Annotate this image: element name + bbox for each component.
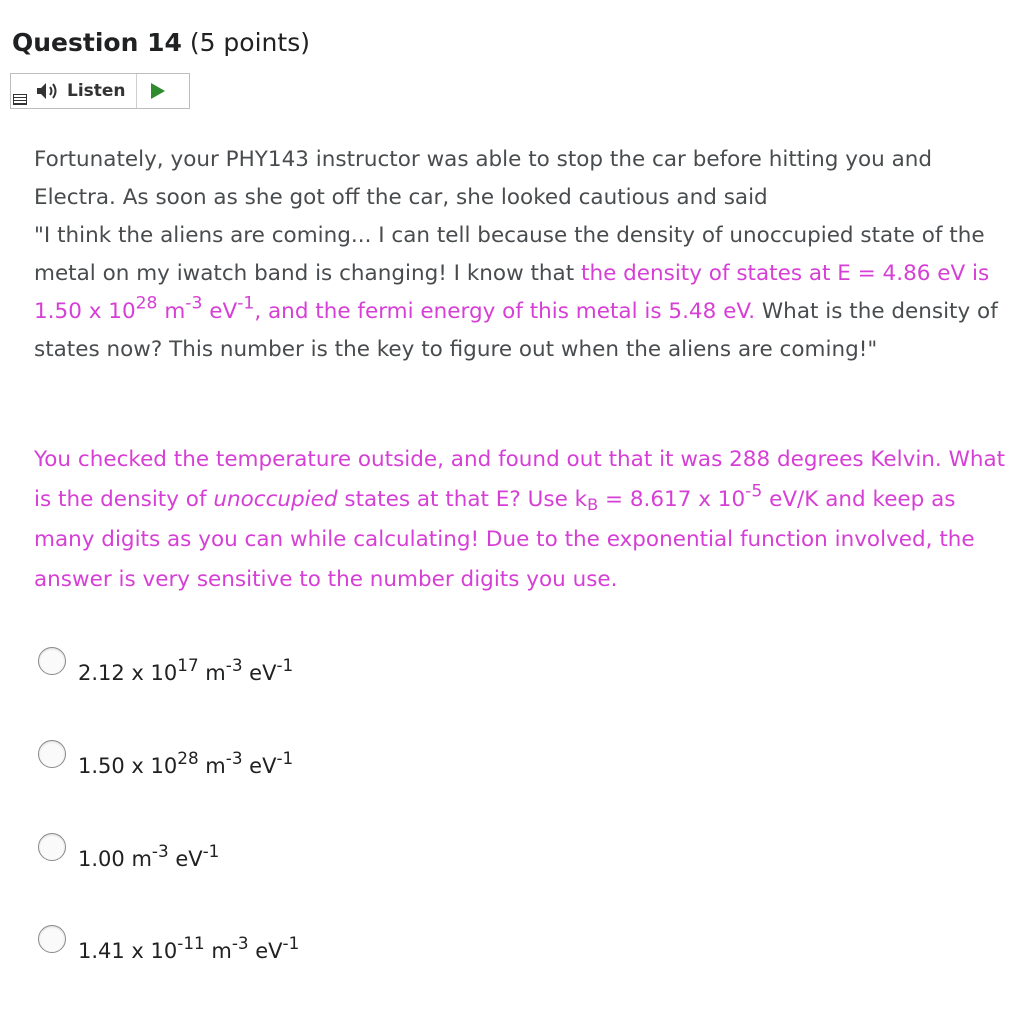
menu-icon[interactable] bbox=[13, 94, 27, 105]
play-icon[interactable] bbox=[151, 83, 165, 99]
highlight-unit-ev: eV bbox=[202, 299, 238, 324]
question-title bbox=[12, 28, 310, 57]
option-base: 2.12 x 10 bbox=[78, 661, 178, 685]
prompt-line1: Fortunately, your PHY143 instructor was able to stop the car before hitting you and Electra. As soon as she got off the car, she looked cautious and said bbox=[34, 147, 933, 210]
option-exp-ev: -1 bbox=[276, 747, 294, 768]
option-label bbox=[78, 932, 300, 963]
radio-button[interactable] bbox=[38, 740, 66, 768]
option-base: 1.41 x 10 bbox=[78, 939, 178, 963]
listen-label: Listen bbox=[67, 81, 126, 101]
option-unit-ev: eV bbox=[168, 847, 203, 871]
instructions-text-2: states at that E? Use k bbox=[337, 487, 588, 512]
option-unit-m: m bbox=[124, 847, 152, 871]
radio-button[interactable] bbox=[38, 925, 66, 953]
instructions-italic: unoccupied bbox=[213, 487, 338, 512]
option-exp-ev: -1 bbox=[282, 932, 300, 953]
question-instructions bbox=[34, 440, 1014, 600]
option-exp-m: -3 bbox=[231, 932, 249, 953]
question-points: (5 points) bbox=[189, 28, 310, 57]
instructions-text-3: = 8.617 x 10 bbox=[598, 487, 746, 512]
highlight-unit-m: m bbox=[157, 299, 186, 324]
option-label bbox=[78, 654, 294, 685]
instructions-text-4: eV/K and keep as many digits as you can while calculating! Due to the exponential function involved, the answer is very sensitive to the number digits you use. bbox=[34, 487, 975, 592]
option-exp: 28 bbox=[177, 747, 199, 768]
option-exp: -11 bbox=[177, 932, 205, 953]
option-exp-ev: -1 bbox=[276, 654, 294, 675]
option-exp-m: -3 bbox=[225, 747, 243, 768]
highlight-exp-ev: -1 bbox=[237, 293, 255, 314]
speaker-icon bbox=[35, 81, 61, 101]
listen-button[interactable] bbox=[35, 74, 137, 108]
instructions-text-1: You checked the temperature outside, and found out that it was 288 degrees Kelvin. What is the density of bbox=[34, 447, 1006, 512]
highlight-text-2: , and the fermi energy of this metal is 5.48 eV. bbox=[254, 299, 756, 324]
question-prompt bbox=[34, 141, 1014, 369]
option-base: 1.00 bbox=[78, 847, 125, 871]
option-unit-m: m bbox=[204, 939, 232, 963]
option-exp-m: -3 bbox=[151, 840, 169, 861]
answer-option-1[interactable] bbox=[38, 654, 294, 685]
option-label bbox=[78, 747, 294, 778]
highlight-exp-1: 28 bbox=[135, 293, 158, 314]
prompt-tail: What is the density of states now? This number is the key to figure out when the aliens are coming!" bbox=[34, 299, 998, 362]
question-number: Question 14 bbox=[12, 28, 182, 57]
instructions-sub: B bbox=[587, 495, 599, 515]
option-exp-m: -3 bbox=[225, 654, 243, 675]
listen-toolbar bbox=[10, 73, 190, 109]
option-exp: 17 bbox=[177, 654, 199, 675]
option-unit-ev: eV bbox=[242, 754, 277, 778]
answer-option-2[interactable] bbox=[38, 747, 294, 778]
option-base: 1.50 x 10 bbox=[78, 754, 178, 778]
answer-option-4[interactable] bbox=[38, 932, 300, 963]
radio-button[interactable] bbox=[38, 833, 66, 861]
instructions-exp: -5 bbox=[745, 481, 763, 502]
highlight-text-1: the density of states at E = 4.86 eV is 1.50 x 10 bbox=[34, 261, 990, 324]
option-unit-ev: eV bbox=[248, 939, 283, 963]
radio-button[interactable] bbox=[38, 647, 66, 675]
option-unit-m: m bbox=[198, 661, 226, 685]
prompt-line2: "I think the aliens are coming... I can tell because the density of unoccupied state of the metal on my iwatch band is changing! I know that bbox=[34, 223, 985, 286]
option-unit-m: m bbox=[198, 754, 226, 778]
option-unit-ev: eV bbox=[242, 661, 277, 685]
answer-option-3[interactable] bbox=[38, 840, 220, 871]
option-label bbox=[78, 840, 220, 871]
highlight-exp-m: -3 bbox=[185, 293, 203, 314]
option-exp-ev: -1 bbox=[202, 840, 220, 861]
